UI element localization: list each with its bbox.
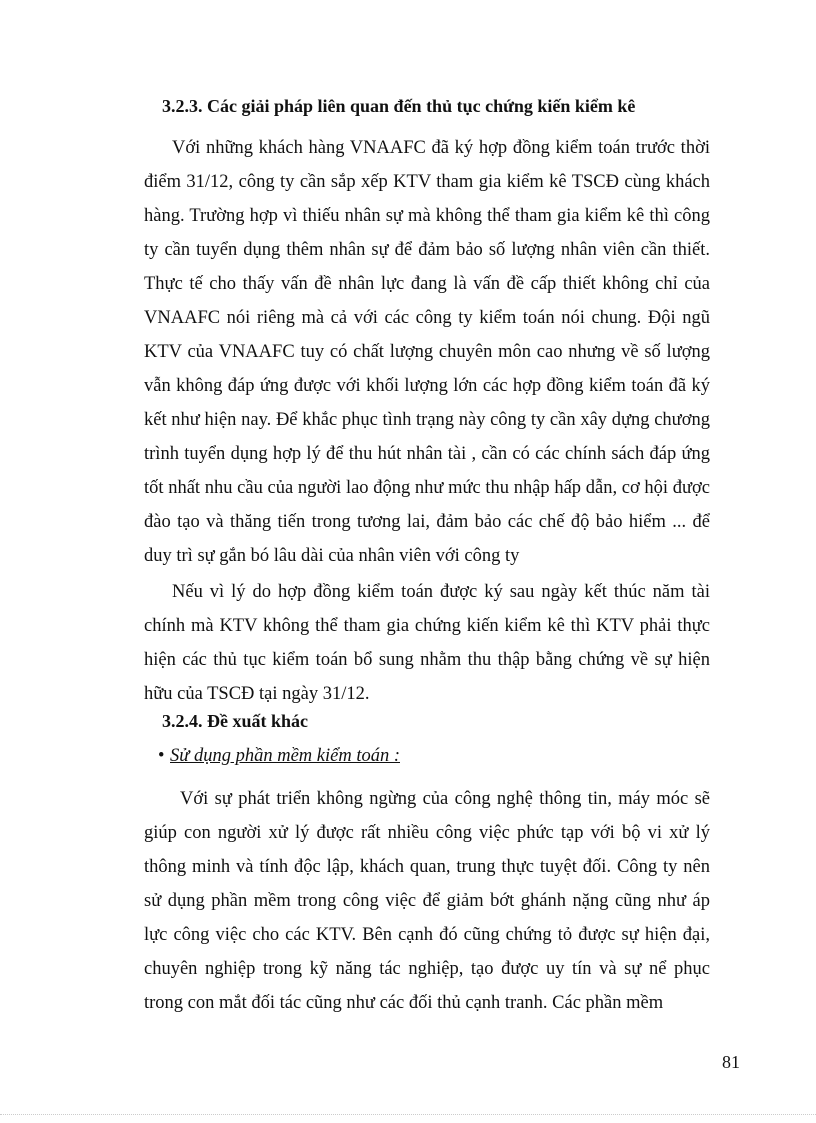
paragraph-software: Với sự phát triển không ngừng của công nghệ thông tin, máy móc sẽ giúp con người xử lý được rất nhiều công việc phức tạp với bộ vi xử lý thông minh và tính độc lập, khách quan, trung thực tuyệt đối. Công ty nên sử dụng phần mềm trong công việc để giảm bớt ghánh nặng cũng như áp lực công việc cho các KTV. Bên cạnh đó cũng chứng tỏ được sự hiện đại, chuyên nghiệp trong kỹ năng tác nghiệp, tạo được uy tín và sự nể phục trong con mắt đối tác cũng như các đối thủ cạnh tranh. Các phần mềm [144, 789, 710, 1013]
paragraph-staffing: Với những khách hàng VNAAFC đã ký hợp đồng kiểm toán trước thời điểm 31/12, công ty cần sắp xếp KTV tham gia kiểm kê TSCĐ cùng khách hàng. Trường hợp vì thiếu nhân sự mà không thể tham gia kiểm kê thì công ty cần tuyển dụng thêm nhân sự để đảm bảo số lượng nhân viên cần thiết. Thực tế cho thấy vấn đề nhân lực đang là vấn đề cấp thiết không chỉ của VNAAFC nói riêng mà cả với các công ty kiểm toán nói chung. Đội ngũ KTV của VNAAFC tuy có chất lượng chuyên môn cao nhưng về số lượng vẫn không đáp ứng được với khối lượng lớn các hợp đồng kiểm toán đã ký kết như hiện nay. Để khắc phục tình trạng này công ty cần xây dựng chương trình tuyển dụng hợp lý để thu hút nhân tài , cần có các chính sách đáp ứng tốt nhất nhu cầu của người lao động như mức thu nhập hấp dẫn, cơ hội được đào tạo và thăng tiến trong tương lai, đảm bảo các chế độ bảo hiểm ... để duy trì sự gắn bó lâu dài của nhân viên với công ty [144, 138, 710, 566]
paragraph-additional-procedures: Nếu vì lý do hợp đồng kiểm toán được ký sau ngày kết thúc năm tài chính mà KTV không thể tham gia chứng kiến kiểm kê thì KTV phải thực hiện các thủ tục kiểm toán bổ sung nhằm thu thập bằng chứng về sự hiện hữu của TSCĐ tại ngày 31/12. [144, 582, 710, 704]
bullet-label: Sử dụng phần mềm kiểm toán : [170, 746, 400, 766]
bullet-icon: • [158, 746, 165, 766]
page-bottom-divider [0, 1114, 816, 1115]
section-heading-3-2-4: 3.2.4. Đề xuất khác [162, 711, 309, 731]
page-number: 81 [722, 1052, 740, 1072]
section-heading-3-2-3: 3.2.3. Các giải pháp liên quan đến thủ tục chứng kiến kiểm kê [162, 96, 636, 116]
bullet-item-audit-software [158, 746, 400, 767]
